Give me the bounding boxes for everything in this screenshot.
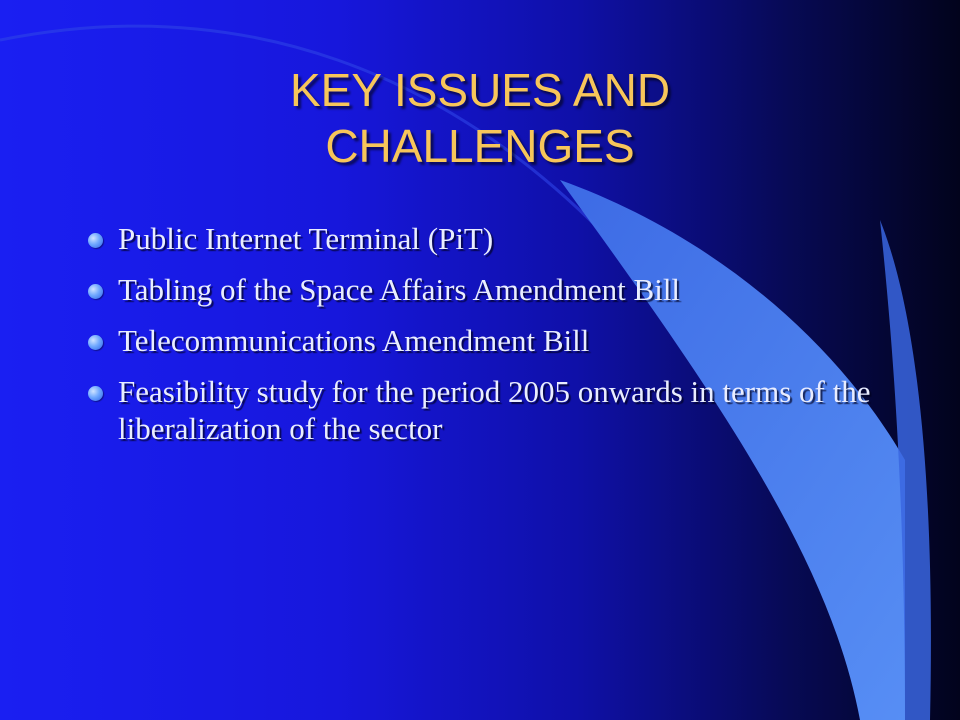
bullet-list <box>88 220 878 461</box>
bullet-dot-icon <box>88 233 103 248</box>
bullet-text: Public Internet Terminal (PiT) <box>118 221 494 256</box>
bullet-text: Tabling of the Space Affairs Amendment Bill <box>118 272 681 307</box>
bullet-text: Telecommunications Amendment Bill <box>118 323 590 358</box>
bullet-dot-icon <box>88 335 103 350</box>
bullet-dot-icon <box>88 386 103 401</box>
bullet-text: Feasibility study for the period 2005 onwards in terms of the liberalization of the sector <box>118 374 871 446</box>
bullet-item <box>88 271 878 308</box>
bullet-item <box>88 373 878 447</box>
bullet-dot-icon <box>88 284 103 299</box>
bullet-item <box>88 220 878 257</box>
bullet-item <box>88 322 878 359</box>
slide-title: KEY ISSUES AND CHALLENGES <box>289 64 671 172</box>
